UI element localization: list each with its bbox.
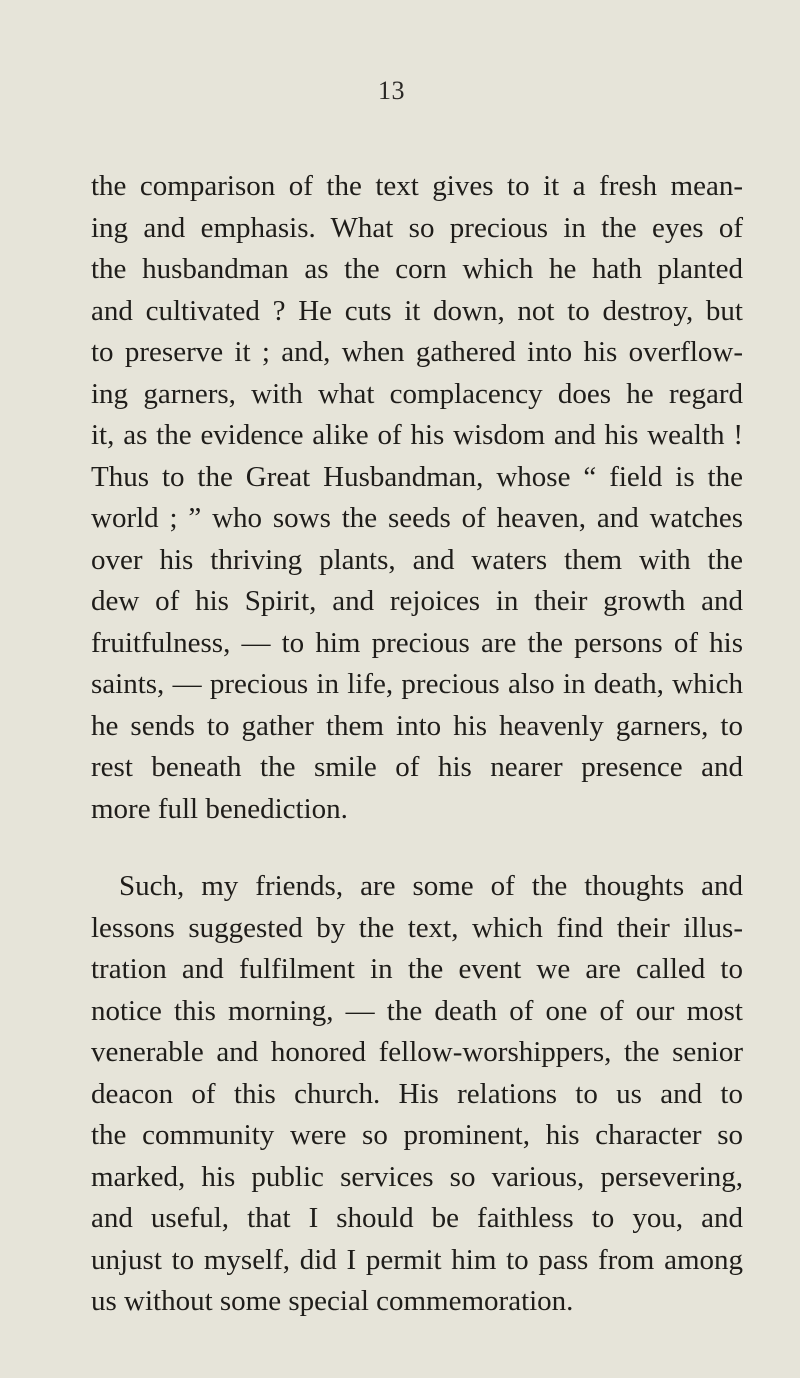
text-line: Such, my friends, are some of the thoughts and bbox=[119, 870, 743, 902]
text-line: and cultivated ? He cuts it down, not to destroy, but bbox=[91, 294, 743, 327]
text-line: venerable and honored fellow-worshippers, the senior bbox=[91, 1036, 743, 1068]
text-line: tration and fulfilment in the event we are called to bbox=[91, 953, 743, 985]
text-line: more full benediction. bbox=[91, 792, 348, 825]
text-line: ing garners, with what complacency does he regard bbox=[91, 377, 743, 410]
text-line: unjust to myself, did I permit him to pass from among bbox=[91, 1243, 743, 1276]
text-line: notice this morning, — the death of one of our most bbox=[91, 994, 743, 1027]
text-line: it, as the evidence alike of his wisdom and his wealth ! bbox=[91, 419, 743, 451]
text-line: over his thriving plants, and waters them with the bbox=[91, 543, 743, 576]
text-line: world ; ” who sows the seeds of heaven, and watches bbox=[91, 502, 743, 534]
text-line: us without some special commemoration. bbox=[91, 1285, 574, 1317]
text-line: the community were so prominent, his character so bbox=[91, 1119, 743, 1151]
text-line: deacon of this church. His relations to us and to bbox=[91, 1077, 743, 1110]
paragraph-2 bbox=[91, 866, 743, 1323]
text-line: to preserve it ; and, when gathered into his overflow- bbox=[91, 336, 743, 368]
page-number: 13 bbox=[378, 76, 405, 105]
text-line: marked, his public services so various, persevering, bbox=[91, 1160, 743, 1193]
text-line: Thus to the Great Husbandman, whose “ field is the bbox=[91, 460, 743, 493]
text-line: and useful, that I should be faithless to you, and bbox=[91, 1202, 743, 1234]
text-line: saints, — precious in life, precious also in death, which bbox=[91, 668, 743, 700]
text-line: the comparison of the text gives to it a fresh mean- bbox=[91, 170, 743, 202]
text-line: ing and emphasis. What so precious in the eyes of bbox=[91, 211, 743, 244]
paragraph-1 bbox=[91, 166, 743, 830]
text-line: lessons suggested by the text, which find their illus- bbox=[91, 911, 743, 944]
text-line: the husbandman as the corn which he hath planted bbox=[91, 253, 743, 285]
text-line: dew of his Spirit, and rejoices in their growth and bbox=[91, 585, 743, 617]
text-line: fruitfulness, — to him precious are the persons of his bbox=[91, 626, 743, 659]
text-line: rest beneath the smile of his nearer presence and bbox=[91, 751, 743, 783]
text-line: he sends to gather them into his heavenly garners, to bbox=[91, 709, 743, 742]
